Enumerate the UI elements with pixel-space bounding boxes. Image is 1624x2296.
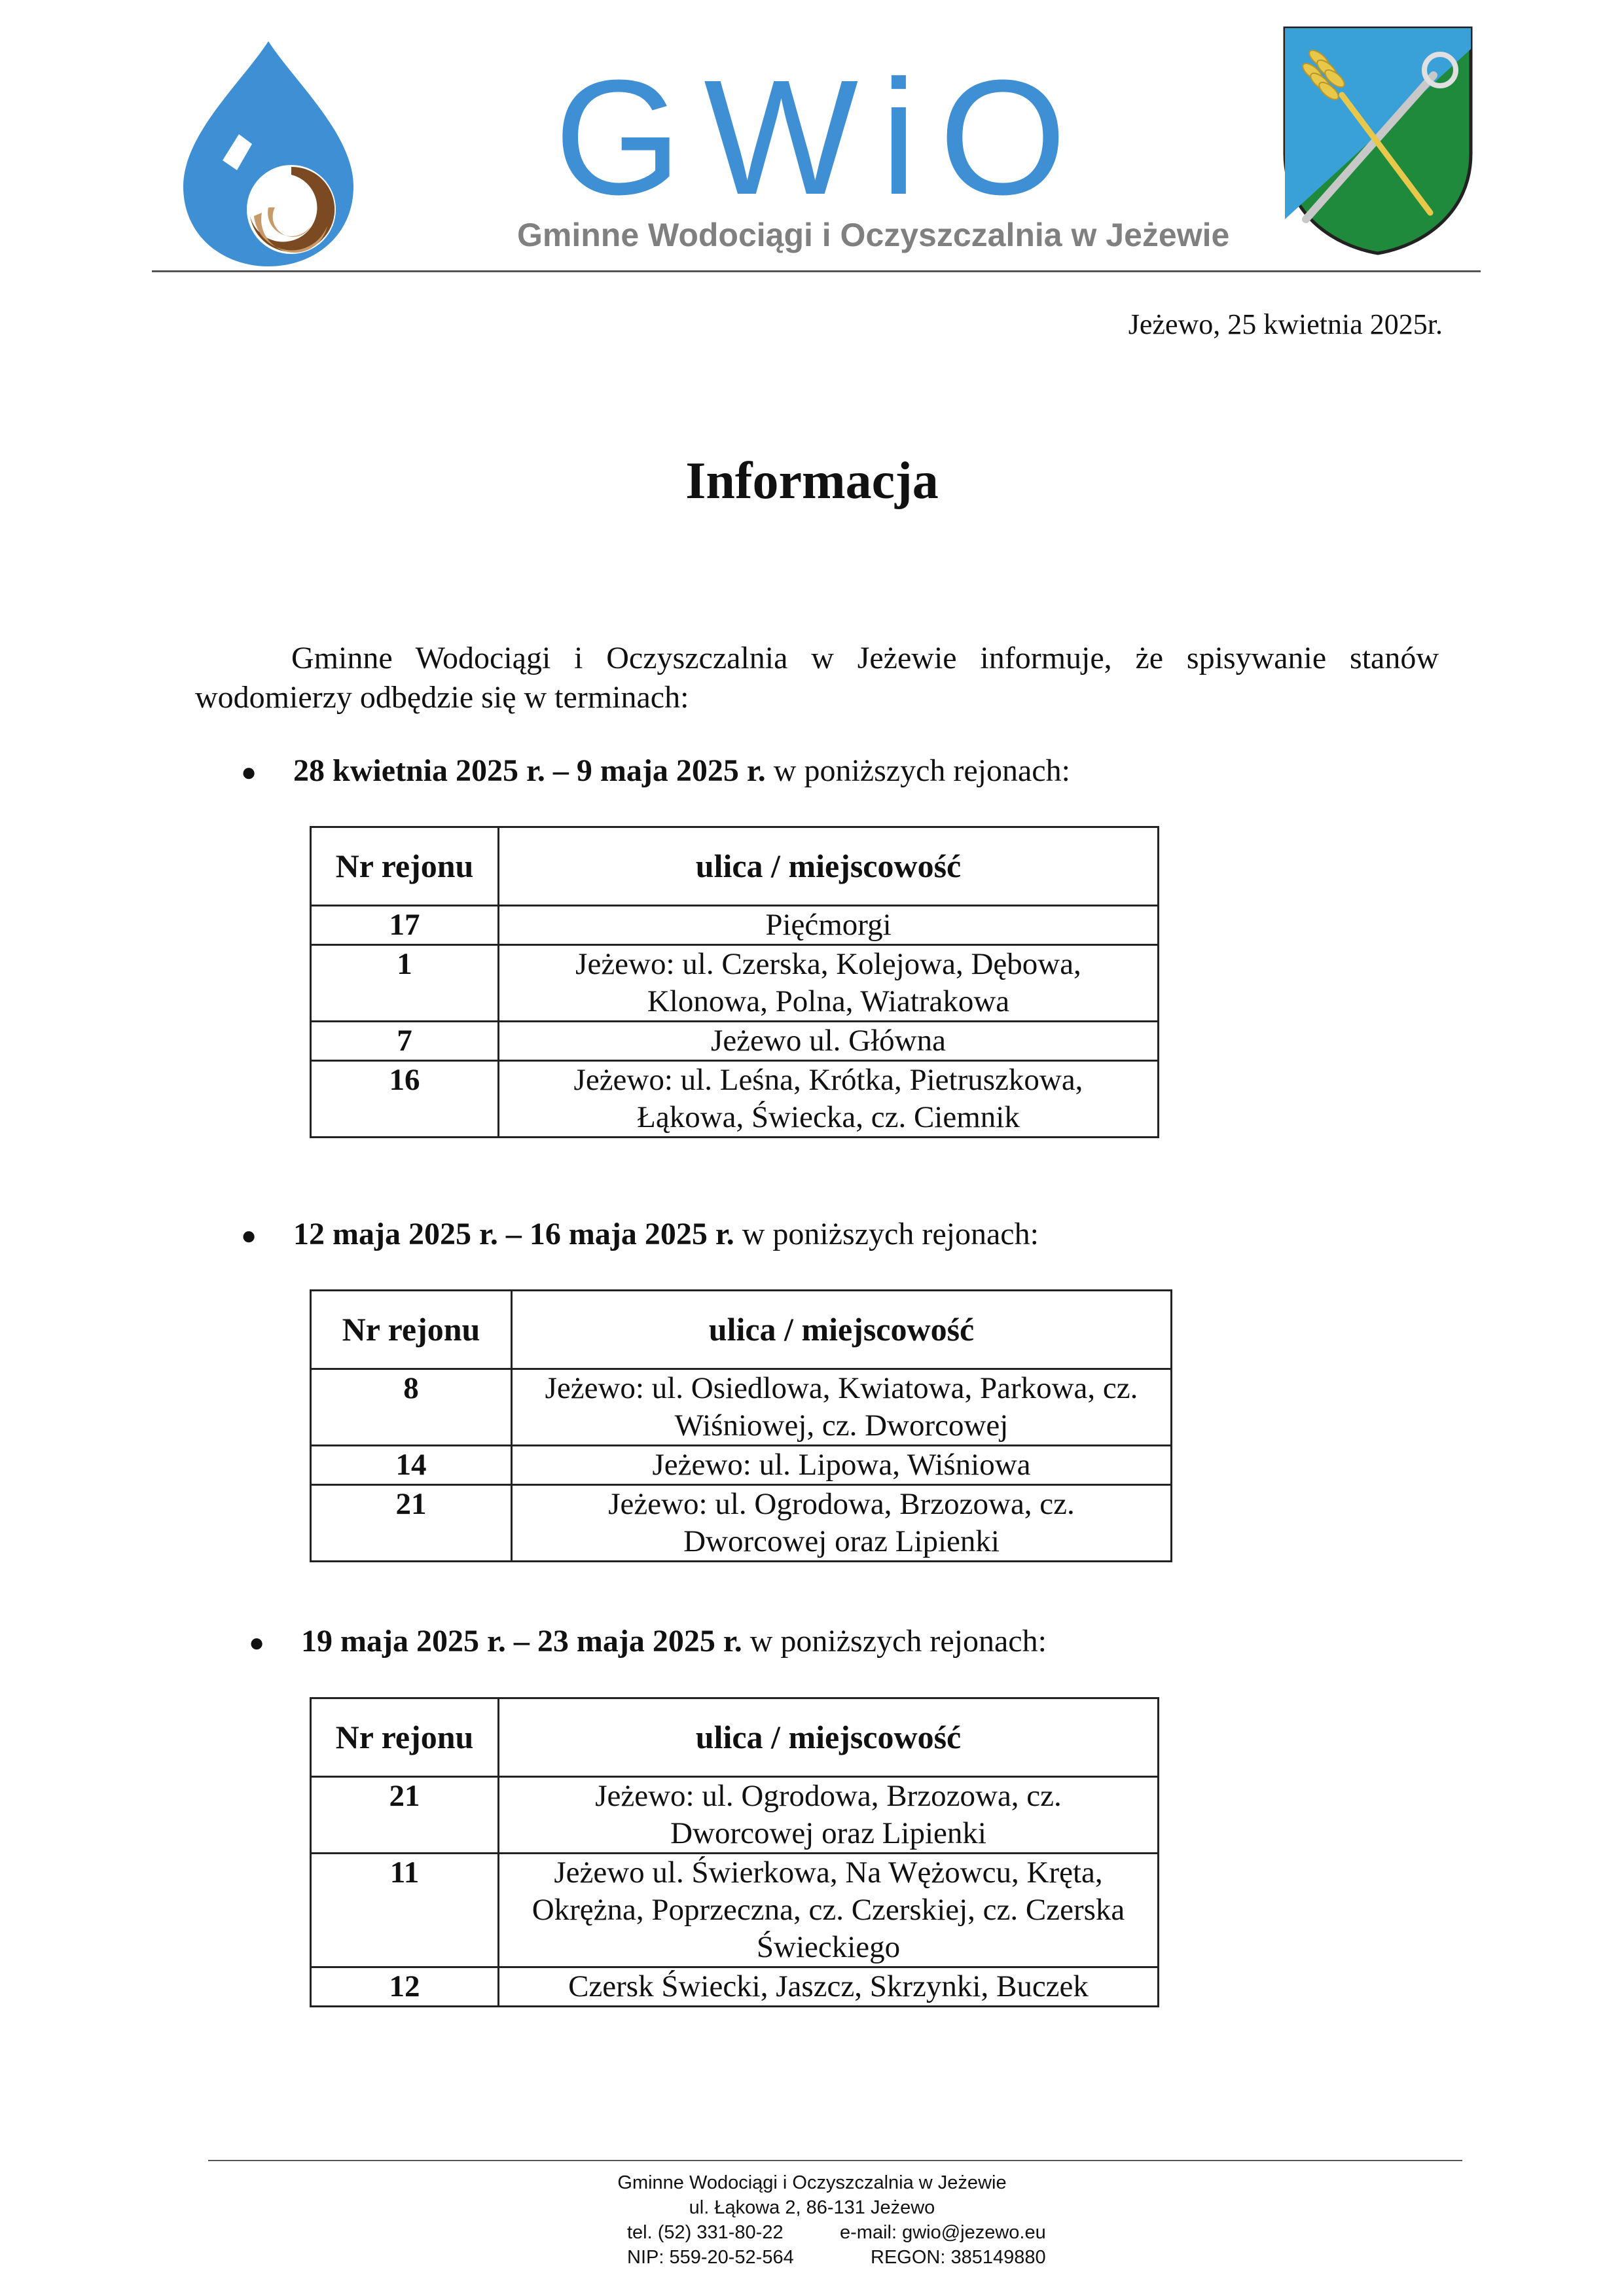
footer-ids-row	[0, 2245, 1624, 2270]
footer-company: Gminne Wodociągi i Oczyszczalnia w Jeżewie	[617, 2172, 1007, 2193]
footer	[0, 2170, 1624, 2270]
region-street: Jeżewo ul. Świerkowa, Na Wężowcu, Kręta, Okrężna, Poprzeczna, cz. Czerskiej, cz. Czerska Świeckiego	[499, 1854, 1159, 1967]
period-1-table	[310, 826, 1159, 1138]
header-divider	[152, 270, 1481, 272]
table-row	[311, 945, 1159, 1022]
region-street: Jeżewo: ul. Leśna, Krótka, Pietruszkowa, Łąkowa, Świecka, cz. Ciemnik	[499, 1061, 1159, 1138]
bullet-icon: ●	[249, 1628, 265, 1657]
date-line: Jeżewo, 25 kwietnia 2025r.	[1128, 308, 1443, 340]
period-3-dates: 19 maja 2025 r. – 23 maja 2025 r.	[301, 1624, 742, 1659]
region-street: Pięćmorgi	[499, 906, 1159, 945]
document-title: Informacja	[685, 452, 939, 510]
region-street: Jeżewo: ul. Ogrodowa, Brzozowa, cz. Dworcowej oraz Lipienki	[499, 1777, 1159, 1854]
table-row	[311, 1022, 1159, 1061]
gwio-drop-logo	[177, 36, 360, 272]
table-row	[311, 1854, 1159, 1967]
intro-paragraph: Gminne Wodociągi i Oczyszczalnia w Jeżewie informuje, że spisywanie stanów wodomierzy odbędzie się w terminach:	[195, 641, 1439, 715]
period-3-suffix: w poniższych rejonach:	[742, 1624, 1047, 1659]
region-street: Jeżewo: ul. Osiedlowa, Kwiatowa, Parkowa, cz. Wiśniowej, cz. Dworcowej	[512, 1369, 1172, 1446]
region-street: Jeżewo: ul. Lipowa, Wiśniowa	[512, 1446, 1172, 1485]
brand-title: GWiO	[554, 46, 1089, 228]
header-street: ulica / miejscowość	[499, 1698, 1159, 1777]
coat-of-arms-icon	[1280, 23, 1476, 259]
period-3-table	[310, 1697, 1159, 2007]
header-street: ulica / miejscowość	[512, 1291, 1172, 1369]
bullet-icon: ●	[241, 1221, 257, 1250]
region-nr: 14	[311, 1446, 512, 1485]
region-street: Jeżewo: ul. Czerska, Kolejowa, Dębowa, Klonowa, Polna, Wiatrakowa	[499, 945, 1159, 1022]
region-street: Czersk Świecki, Jaszcz, Skrzynki, Buczek	[499, 1967, 1159, 2007]
footer-tel: tel. (52) 331-80-22	[627, 2222, 784, 2243]
table-row	[311, 1967, 1159, 2007]
region-nr: 8	[311, 1369, 512, 1446]
table-row	[311, 1446, 1172, 1485]
header-nr: Nr rejonu	[311, 1291, 512, 1369]
footer-divider	[208, 2160, 1462, 2161]
header-street: ulica / miejscowość	[499, 827, 1159, 906]
region-street: Jeżewo: ul. Ogrodowa, Brzozowa, cz. Dworcowej oraz Lipienki	[512, 1485, 1172, 1562]
footer-regon: REGON: 385149880	[871, 2247, 1046, 2268]
period-1-suffix: w poniższych rejonach:	[765, 753, 1070, 788]
period-2-dates: 12 maja 2025 r. – 16 maja 2025 r.	[293, 1217, 734, 1251]
table-row	[311, 1061, 1159, 1138]
table-row	[311, 1777, 1159, 1854]
region-nr: 12	[311, 1967, 499, 2007]
brand-block	[517, 46, 1230, 254]
table-row	[311, 1369, 1172, 1446]
period-2-suffix: w poniższych rejonach:	[734, 1217, 1039, 1251]
region-nr: 16	[311, 1061, 499, 1138]
footer-email: e-mail: gwio@jezewo.eu	[840, 2222, 1046, 2243]
region-nr: 17	[311, 906, 499, 945]
bullet-icon: ●	[241, 757, 257, 787]
region-nr: 7	[311, 1022, 499, 1061]
region-nr: 1	[311, 945, 499, 1022]
brand-subtitle: Gminne Wodociągi i Oczyszczalnia w Jeżewie	[517, 217, 1230, 253]
region-nr: 11	[311, 1854, 499, 1967]
period-1-heading	[241, 753, 1070, 789]
footer-contact-row	[0, 2220, 1624, 2245]
footer-nip: NIP: 559-20-52-564	[627, 2247, 794, 2268]
period-2-heading	[241, 1216, 1039, 1252]
header-nr: Nr rejonu	[311, 827, 499, 906]
region-nr: 21	[311, 1485, 512, 1562]
period-1-dates: 28 kwietnia 2025 r. – 9 maja 2025 r.	[293, 753, 766, 788]
period-2-table	[310, 1289, 1172, 1562]
region-street: Jeżewo ul. Główna	[499, 1022, 1159, 1061]
table-row	[311, 906, 1159, 945]
header-nr: Nr rejonu	[311, 1698, 499, 1777]
footer-address: ul. Łąkowa 2, 86-131 Jeżewo	[689, 2197, 935, 2218]
period-3-heading	[249, 1623, 1047, 1659]
table-row	[311, 1485, 1172, 1562]
region-nr: 21	[311, 1777, 499, 1854]
